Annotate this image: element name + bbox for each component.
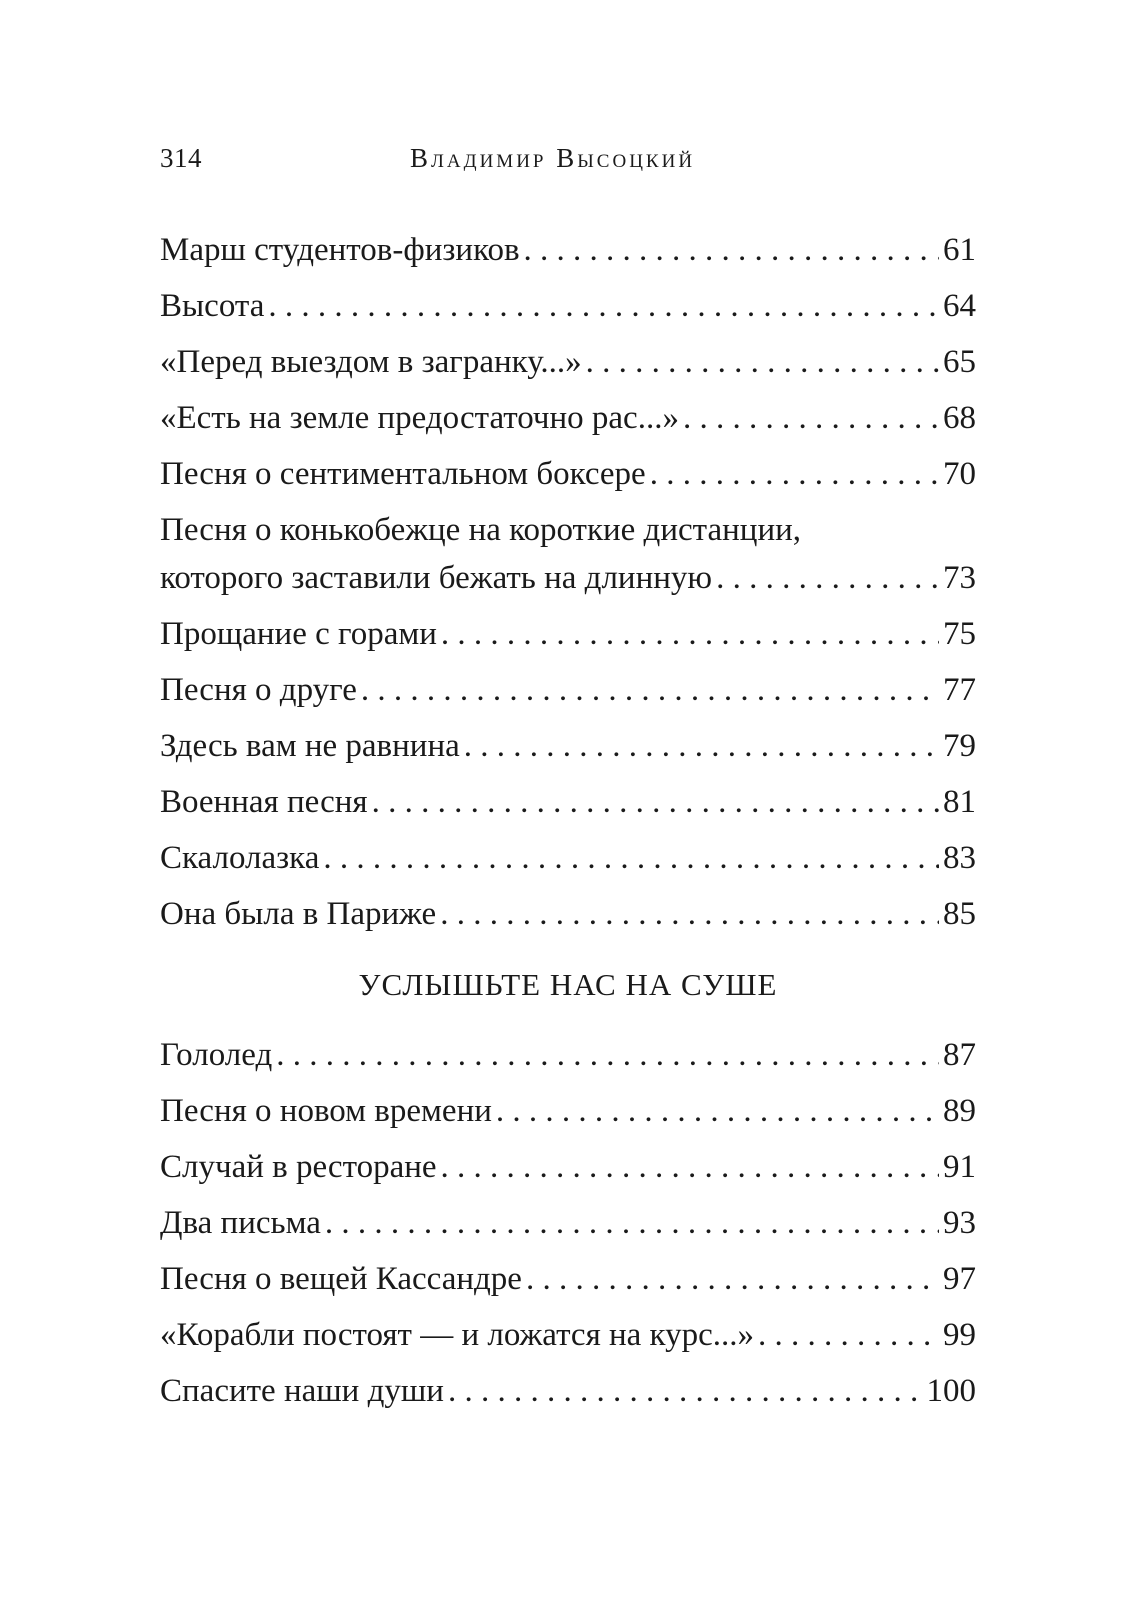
toc-entry	[160, 774, 976, 830]
toc-title: Высота	[160, 288, 265, 324]
toc-title: Прощание с горами	[160, 616, 437, 652]
toc-page-number: 93	[943, 1205, 976, 1241]
toc-page-number: 70	[943, 456, 976, 492]
toc-page-number: 89	[943, 1093, 976, 1129]
toc-title: Два письма	[160, 1205, 321, 1241]
toc-entry	[160, 390, 976, 446]
toc-page-number: 64	[943, 288, 976, 324]
toc-page-number: 85	[943, 896, 976, 932]
toc-entry	[160, 1251, 976, 1307]
toc-entry	[160, 278, 976, 334]
toc-title: Военная песня	[160, 784, 368, 820]
toc-page-number: 61	[943, 232, 976, 268]
dot-leader	[361, 662, 939, 718]
toc-title: Спасите наши души	[160, 1373, 444, 1409]
dot-leader	[716, 554, 939, 602]
dot-leader	[372, 774, 939, 830]
dot-leader	[276, 1027, 939, 1083]
toc-entry	[160, 886, 976, 942]
dot-leader	[441, 1139, 939, 1195]
toc-title: «Есть на земле предостаточно рас...»	[160, 400, 679, 436]
running-title: Владимир Высоцкий	[410, 143, 696, 173]
dot-leader	[323, 830, 939, 886]
toc-page-number: 77	[943, 672, 976, 708]
toc-title-line1: Песня о конькобежце на короткие дистанции,	[160, 512, 802, 548]
toc-title: «Корабли постоят — и ложатся на курс...»	[160, 1317, 755, 1353]
toc-entry	[160, 1139, 976, 1195]
dot-leader	[325, 1195, 939, 1251]
dot-leader	[586, 334, 939, 390]
toc-page-number: 75	[943, 616, 976, 652]
page-number: 314	[160, 143, 202, 173]
toc-page-number: 73	[943, 560, 976, 596]
toc-page-number: 79	[943, 728, 976, 764]
toc-title: Марш студентов-физиков	[160, 232, 520, 268]
toc-entry	[160, 1195, 976, 1251]
toc-entry	[160, 1363, 976, 1419]
toc-page-number: 91	[943, 1149, 976, 1185]
toc-title: которого заставили бежать на длинную	[160, 560, 713, 596]
toc-page-number: 100	[926, 1373, 976, 1409]
toc-page-number: 65	[943, 344, 976, 380]
toc-page-number: 87	[943, 1037, 976, 1073]
toc-title: «Перед выездом в загранку...»	[160, 344, 582, 380]
book-page	[160, 0, 976, 1600]
toc-entry	[160, 1027, 976, 1083]
dot-leader	[496, 1083, 939, 1139]
dot-leader	[650, 446, 939, 502]
toc-title: Она была в Париже	[160, 896, 437, 932]
toc-title: Песня о сентиментальном боксере	[160, 456, 646, 492]
toc-entry	[160, 1083, 976, 1139]
toc-entry	[160, 222, 976, 278]
dot-leader	[441, 606, 939, 662]
toc-entry	[160, 718, 976, 774]
section-heading: УСЛЫШЬТЕ НАС НА СУШЕ	[358, 967, 778, 1002]
toc-title: Песня о вещей Кассандре	[160, 1261, 522, 1297]
toc-entry	[160, 606, 976, 662]
toc-list-part2	[160, 1027, 976, 1419]
dot-leader	[526, 1251, 939, 1307]
toc-page-number: 83	[943, 840, 976, 876]
toc-entry	[160, 830, 976, 886]
toc-title: Гололед	[160, 1037, 273, 1073]
dot-leader	[464, 718, 939, 774]
toc-page-number: 99	[943, 1317, 976, 1353]
dot-leader	[683, 390, 939, 446]
dot-leader	[448, 1363, 923, 1419]
dot-leader	[268, 278, 939, 334]
running-head	[160, 143, 976, 183]
toc-title: Здесь вам не равнина	[160, 728, 460, 764]
toc-title: Случай в ресторане	[160, 1149, 437, 1185]
toc-title: Песня о новом времени	[160, 1093, 492, 1129]
toc-page-number: 81	[943, 784, 976, 820]
toc-page-number: 68	[943, 400, 976, 436]
toc-entry	[160, 1307, 976, 1363]
dot-leader	[440, 886, 939, 942]
toc-entry-multiline	[160, 506, 976, 602]
toc-entry	[160, 662, 976, 718]
toc-list-part1	[160, 222, 976, 942]
toc-entry	[160, 446, 976, 502]
toc-entry	[160, 334, 976, 390]
toc-page-number: 97	[943, 1261, 976, 1297]
dot-leader	[758, 1307, 939, 1363]
dot-leader	[524, 222, 939, 278]
toc-title: Песня о друге	[160, 672, 357, 708]
toc-title: Скалолазка	[160, 840, 320, 876]
